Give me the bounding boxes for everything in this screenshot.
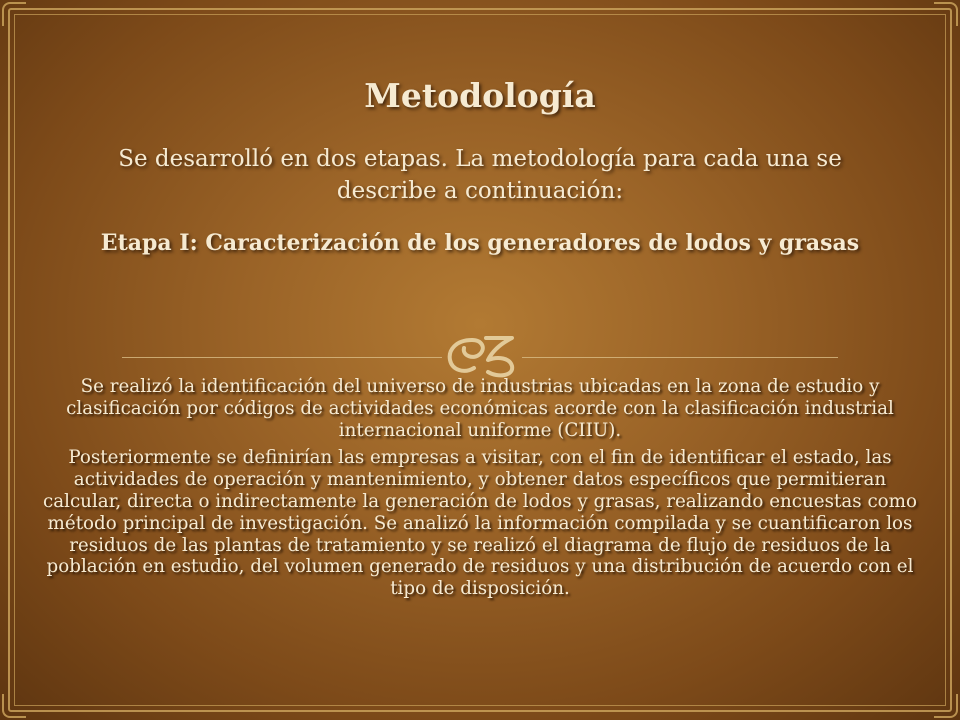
divider-line-left — [122, 357, 442, 358]
body-paragraph-2: Posteriormente se definirían las empresas a visitar, con el fin de identificar el estado, las actividades de operación y mantenimiento, y obtener datos específicos que permitieran calcular, directa o indirectamente la generación de lodos y grasas, realizando encuestas como método principal de investigación. Se analizó la información compilada y se cuantificaron los residuos de las plantas de tratamiento y se realizó el diagrama de flujo de residuos de la población en estudio, del volumen generado de residuos y una distribución de acuerdo con el tipo de disposición. — [42, 447, 918, 600]
frame-corner-top-left — [2, 2, 26, 26]
intro-text: Se desarrolló en dos etapas. La metodología para cada una se describe a continuación: — [118, 146, 842, 204]
divider-line-right — [522, 357, 838, 358]
frame-corner-bottom-right — [934, 694, 958, 718]
ornament-icon — [442, 330, 522, 382]
body-paragraph-1: Se realizó la identificación del universo de industrias ubicadas en la zona de estudio y clasificación por códigos de actividades económicas acorde con la clasificación industrial internacional uniforme (CIIU). — [66, 376, 894, 441]
stage-heading: Etapa I: Caracterización de los generadores de lodos y grasas — [100, 230, 860, 256]
body-text — [32, 376, 928, 606]
slide-title: Metodología — [364, 76, 596, 115]
frame-corner-top-right — [934, 2, 958, 26]
frame-corner-bottom-left — [2, 694, 26, 718]
